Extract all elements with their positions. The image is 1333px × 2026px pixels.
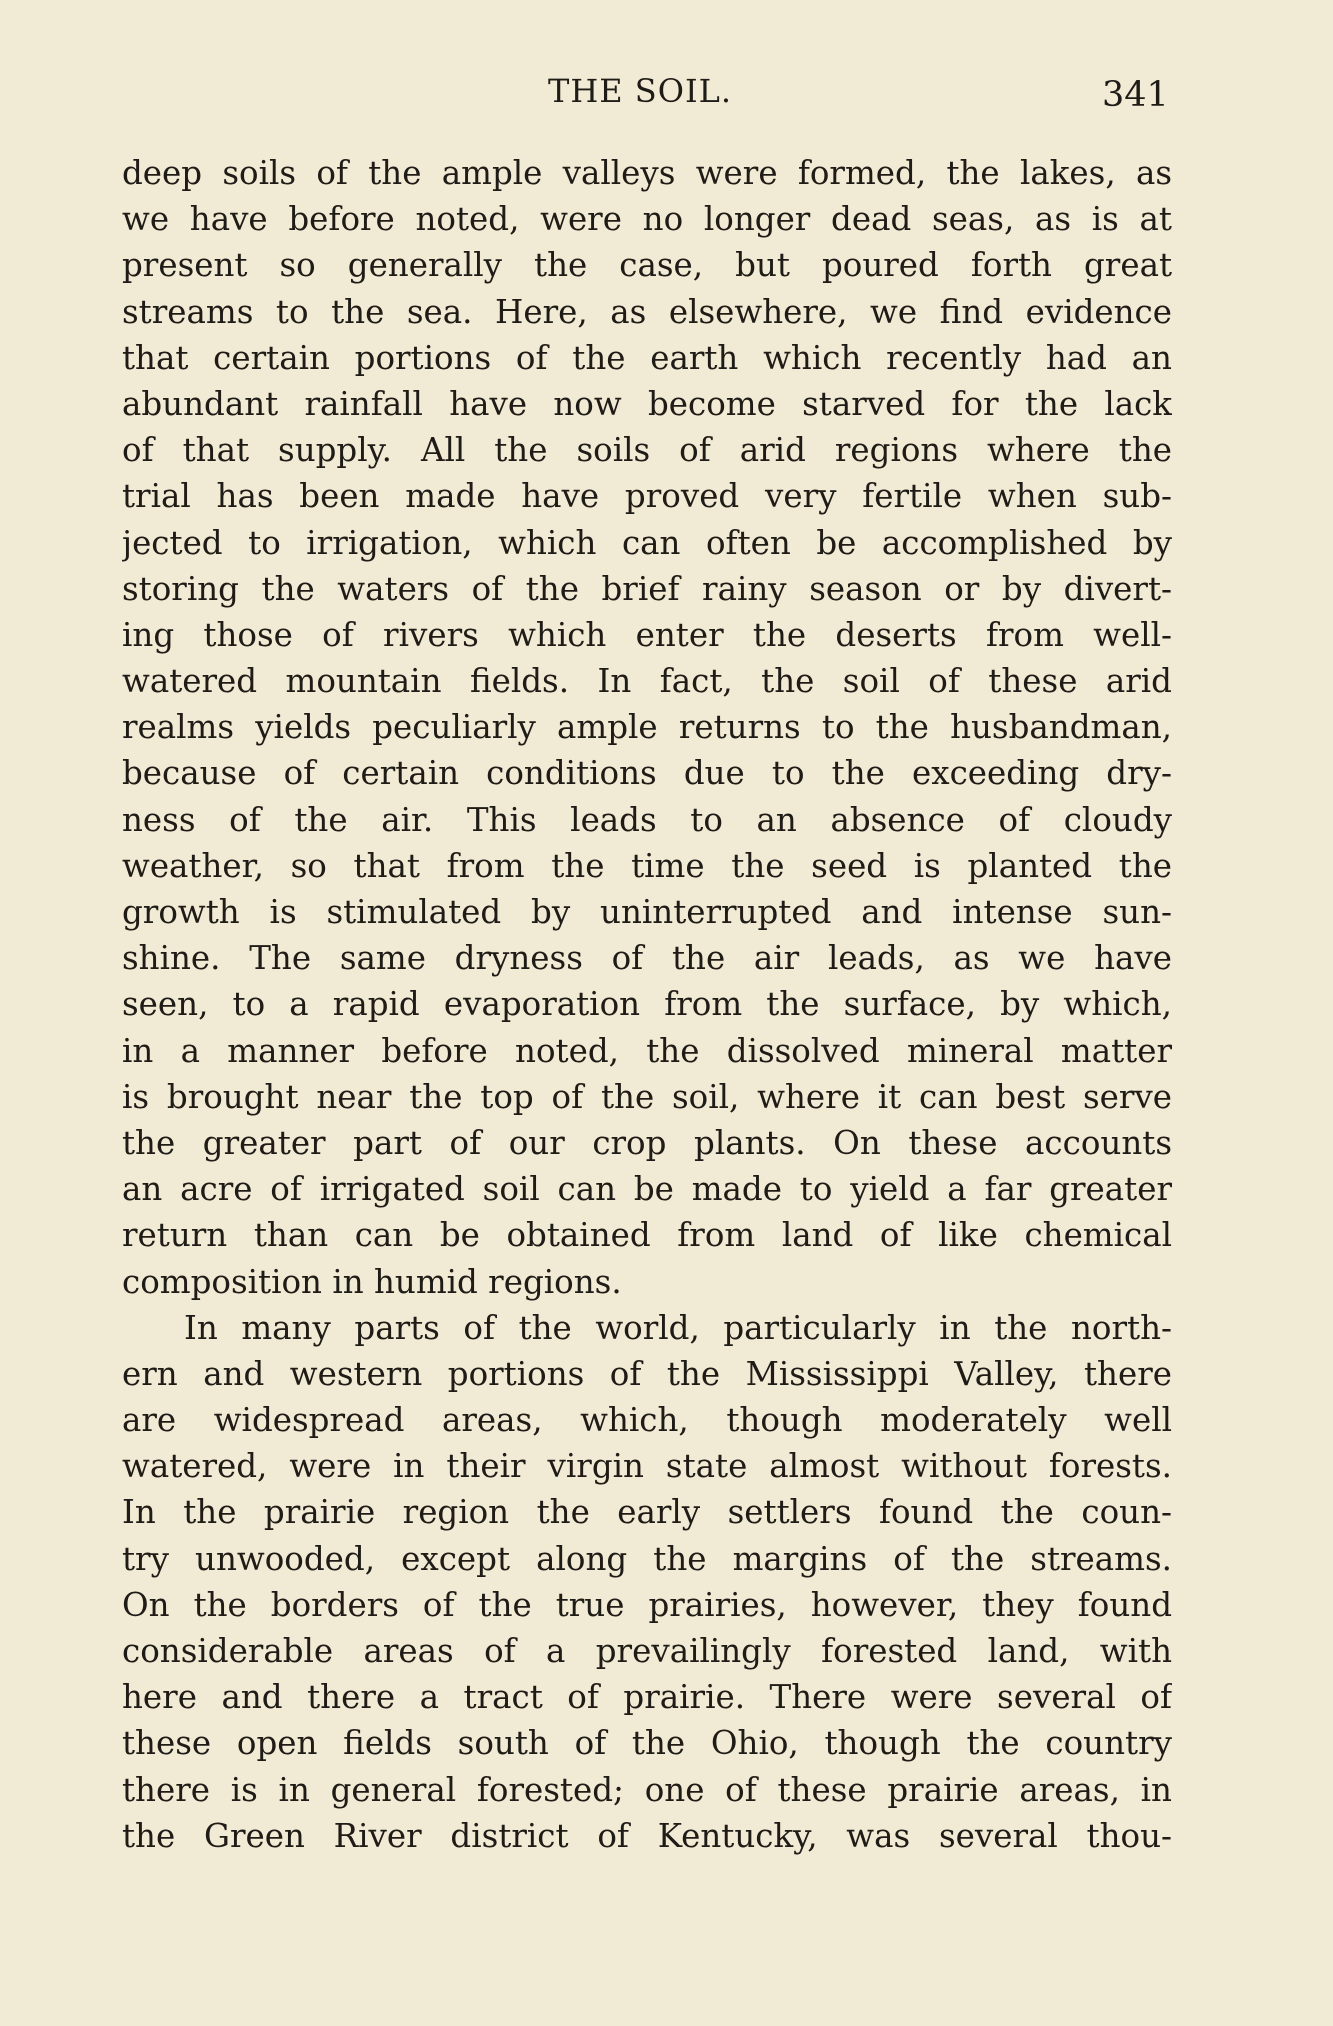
text-line: because of certain conditions due to the exceeding dry- xyxy=(122,754,1172,793)
text-line: of that supply. All the soils of arid regions where the xyxy=(122,431,1172,470)
text-line: shine. The same dryness of the air leads, as we have xyxy=(122,939,1172,978)
paragraph-start-line: In many parts of the world, particularly in the north- xyxy=(184,1308,1172,1347)
text-line: abundant rainfall have now become starved for the lack xyxy=(122,384,1172,423)
running-title: THE SOIL. xyxy=(548,72,732,110)
paragraph-end-line: composition in humid regions. xyxy=(122,1262,622,1301)
text-line: here and there a tract of prairie. There were several of xyxy=(122,1678,1172,1717)
text-line: ern and western portions of the Mississippi Valley, there xyxy=(122,1354,1172,1393)
text-line: weather, so that from the time the seed is planted the xyxy=(122,846,1172,885)
text-line: streams to the sea. Here, as elsewhere, we find evidence xyxy=(122,292,1172,331)
text-line: return than can be obtained from land of like chemical xyxy=(122,1216,1172,1255)
text-line: ing those of rivers which enter the deserts from well- xyxy=(122,615,1172,654)
text-line: watered mountain fields. In fact, the soil of these arid xyxy=(122,662,1172,701)
body-text xyxy=(122,150,1172,1859)
text-line: realms yields peculiarly ample returns to the husbandman, xyxy=(122,708,1172,747)
text-line: the Green River district of Kentucky, was several thou- xyxy=(122,1816,1172,1855)
text-line: watered, were in their virgin state almost without forests. xyxy=(122,1447,1172,1486)
text-line: jected to irrigation, which can often be accomplished by xyxy=(122,523,1172,562)
text-line: an acre of irrigated soil can be made to yield a far greater xyxy=(122,1170,1172,1209)
text-line: In the prairie region the early settlers found the coun- xyxy=(122,1493,1172,1532)
text-line: try unwooded, except along the margins of the streams. xyxy=(122,1539,1172,1578)
page-number: 341 xyxy=(1102,75,1169,115)
text-line: the greater part of our crop plants. On these accounts xyxy=(122,1123,1172,1162)
text-line: is brought near the top of the soil, where it can best serve xyxy=(122,1077,1172,1116)
running-head xyxy=(0,66,1333,116)
text-line: ness of the air. This leads to an absence of cloudy xyxy=(122,800,1172,839)
text-line: On the borders of the true prairies, however, they found xyxy=(122,1585,1172,1624)
text-line: we have before noted, were no longer dead seas, as is at xyxy=(122,200,1172,239)
text-line: that certain portions of the earth which recently had an xyxy=(122,338,1172,377)
text-line: present so generally the case, but poured forth great xyxy=(122,246,1172,285)
text-line: trial has been made have proved very fertile when sub- xyxy=(122,477,1172,516)
text-line: growth is stimulated by uninterrupted and intense sun- xyxy=(122,893,1172,931)
text-line: considerable areas of a prevailingly forested land, with xyxy=(122,1632,1172,1670)
text-line: are widespread areas, which, though moderately well xyxy=(122,1401,1172,1440)
text-line: storing the waters of the brief rainy season or by divert- xyxy=(122,569,1172,608)
text-line: in a manner before noted, the dissolved mineral matter xyxy=(122,1031,1172,1070)
text-line: these open fields south of the Ohio, though the country xyxy=(122,1724,1172,1763)
text-line: there is in general forested; one of these prairie areas, in xyxy=(122,1770,1172,1809)
text-line: deep soils of the ample valleys were formed, the lakes, as xyxy=(122,154,1172,192)
text-line: seen, to a rapid evaporation from the surface, by which, xyxy=(122,985,1172,1024)
